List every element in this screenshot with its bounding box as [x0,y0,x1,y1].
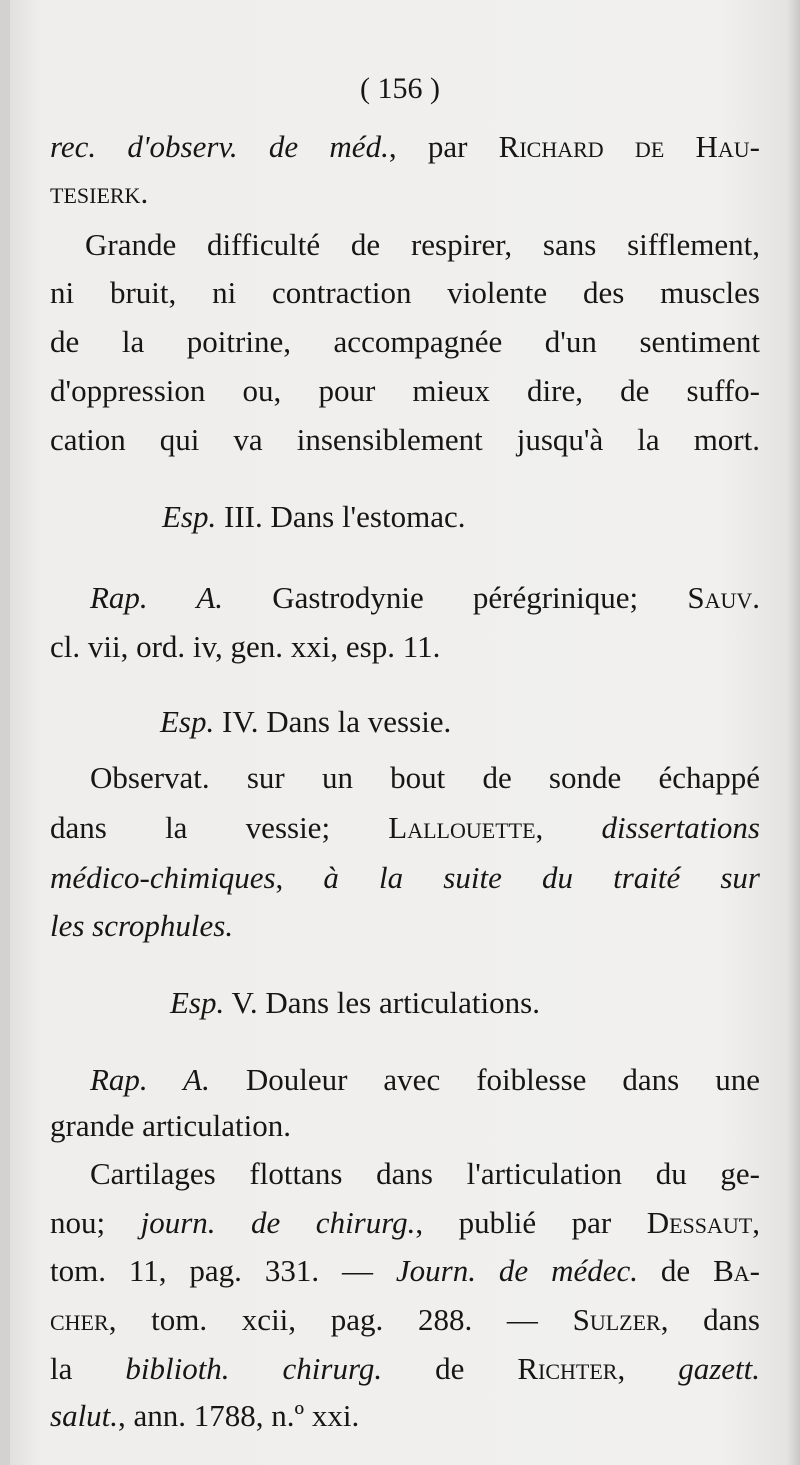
text-run: , tom. xcii, pag. 288. — [108,1302,573,1337]
journal-title: journ. de chirurg. [140,1205,416,1240]
paragraph-1-line-4: d'oppression ou, pour mieux dire, de suffo- [50,373,760,408]
rap-1-line-1 [90,578,760,618]
paragraph-3-line-5 [50,1349,760,1389]
author-dessaut: Dessaut [646,1205,753,1240]
rap-author: Sauv. [687,580,760,615]
paragraph-3-line-6 [50,1396,760,1436]
author-sulzer: Sulzer [572,1302,661,1337]
text-run: , [535,810,602,845]
esp-text: Dans la vessie. [258,704,452,739]
journal-title: biblioth. chirurg. [125,1351,383,1386]
rap-2-line-2: grande articulation. [50,1108,292,1143]
esp-text: Dans l'estomac. [262,499,466,534]
journal-title: gazett. [678,1351,761,1386]
paragraph-1-line-2: ni bruit, ni contraction violente des muscles [50,275,760,310]
paragraph-2-line-3 [50,858,760,898]
esp-label: Esp. [162,499,217,534]
text-run: , dans [660,1302,760,1337]
paragraph-3-line-3 [50,1251,760,1291]
rap-label: Rap. A. [90,580,223,615]
paragraph-2-line-1: Observat. sur un bout de sonde échappé [90,760,760,795]
reference-title: rec. d'observ. de méd. [50,129,389,164]
esp-number: V. [224,985,258,1020]
reference-connector: , par [388,129,499,164]
author-lallouette: Lallouette [388,810,536,845]
author-richter: Richter [517,1351,618,1386]
text-run: tom. 11, pag. 331. — [50,1253,396,1288]
text-run: , [275,860,324,895]
esp-label: Esp. [160,704,215,739]
text-run: , publié par [415,1205,647,1240]
text-run: la [50,1351,126,1386]
work-title-cont: médico-chimiques [50,860,276,895]
text-run: , ann. 1788, n.º xxi. [118,1398,360,1433]
heading-esp-5 [170,983,670,1023]
paragraph-2-line-4: les scrophules. [50,908,234,943]
esp-text: Dans les articulations. [257,985,540,1020]
journal-title: salut. [50,1398,119,1433]
text-run: de [638,1253,714,1288]
page-number: ( 156 ) [360,72,440,105]
text-run: , [752,1205,760,1240]
text-run: , [617,1351,679,1386]
esp-label: Esp. [170,985,225,1020]
author-name-end: tesierk. [50,175,149,210]
journal-title: Journ. de médec. [395,1253,639,1288]
reference-line-1 [50,127,760,167]
work-title-suite: à la suite du traité sur [323,860,760,895]
paragraph-3-line-4 [50,1300,760,1340]
heading-esp-3 [162,497,662,537]
author-bacher-end: cher [50,1302,109,1337]
author-bacher: Ba- [713,1253,760,1288]
rap-text: Douleur avec foiblesse dans une [209,1062,761,1097]
paragraph-1-line-3: de la poitrine, accompagnée d'un sentiment [50,324,760,359]
esp-number: IV. [214,704,259,739]
text-run: dans la vessie; [50,810,389,845]
text-run: nou; [50,1205,141,1240]
text-run: de [382,1351,518,1386]
rap-2-line-1 [90,1060,760,1100]
rap-label: Rap. A. [90,1062,210,1097]
page-left-edge [0,0,10,1465]
rap-text: Gastrodynie pérégrinique; [223,580,688,615]
rap-1-line-2: cl. vii, ord. iv, gen. xxi, esp. 11. [50,629,441,664]
esp-number: III. [216,499,263,534]
heading-esp-4 [160,702,660,742]
paragraph-3-line-2 [50,1203,760,1243]
author-name: Richard de Hau- [498,129,760,164]
paragraph-1-line-1: Grande difficulté de respirer, sans sifflement, [85,227,760,262]
paragraph-2-line-2 [50,808,760,848]
paragraph-3-line-1: Cartilages flottans dans l'articulation du ge- [90,1156,760,1191]
paragraph-1-line-5: cation qui va insensiblement jusqu'à la mort. [50,422,760,457]
page-right-edge [786,0,800,1465]
work-title: dissertations [601,810,760,845]
reference-line-2 [50,173,760,213]
